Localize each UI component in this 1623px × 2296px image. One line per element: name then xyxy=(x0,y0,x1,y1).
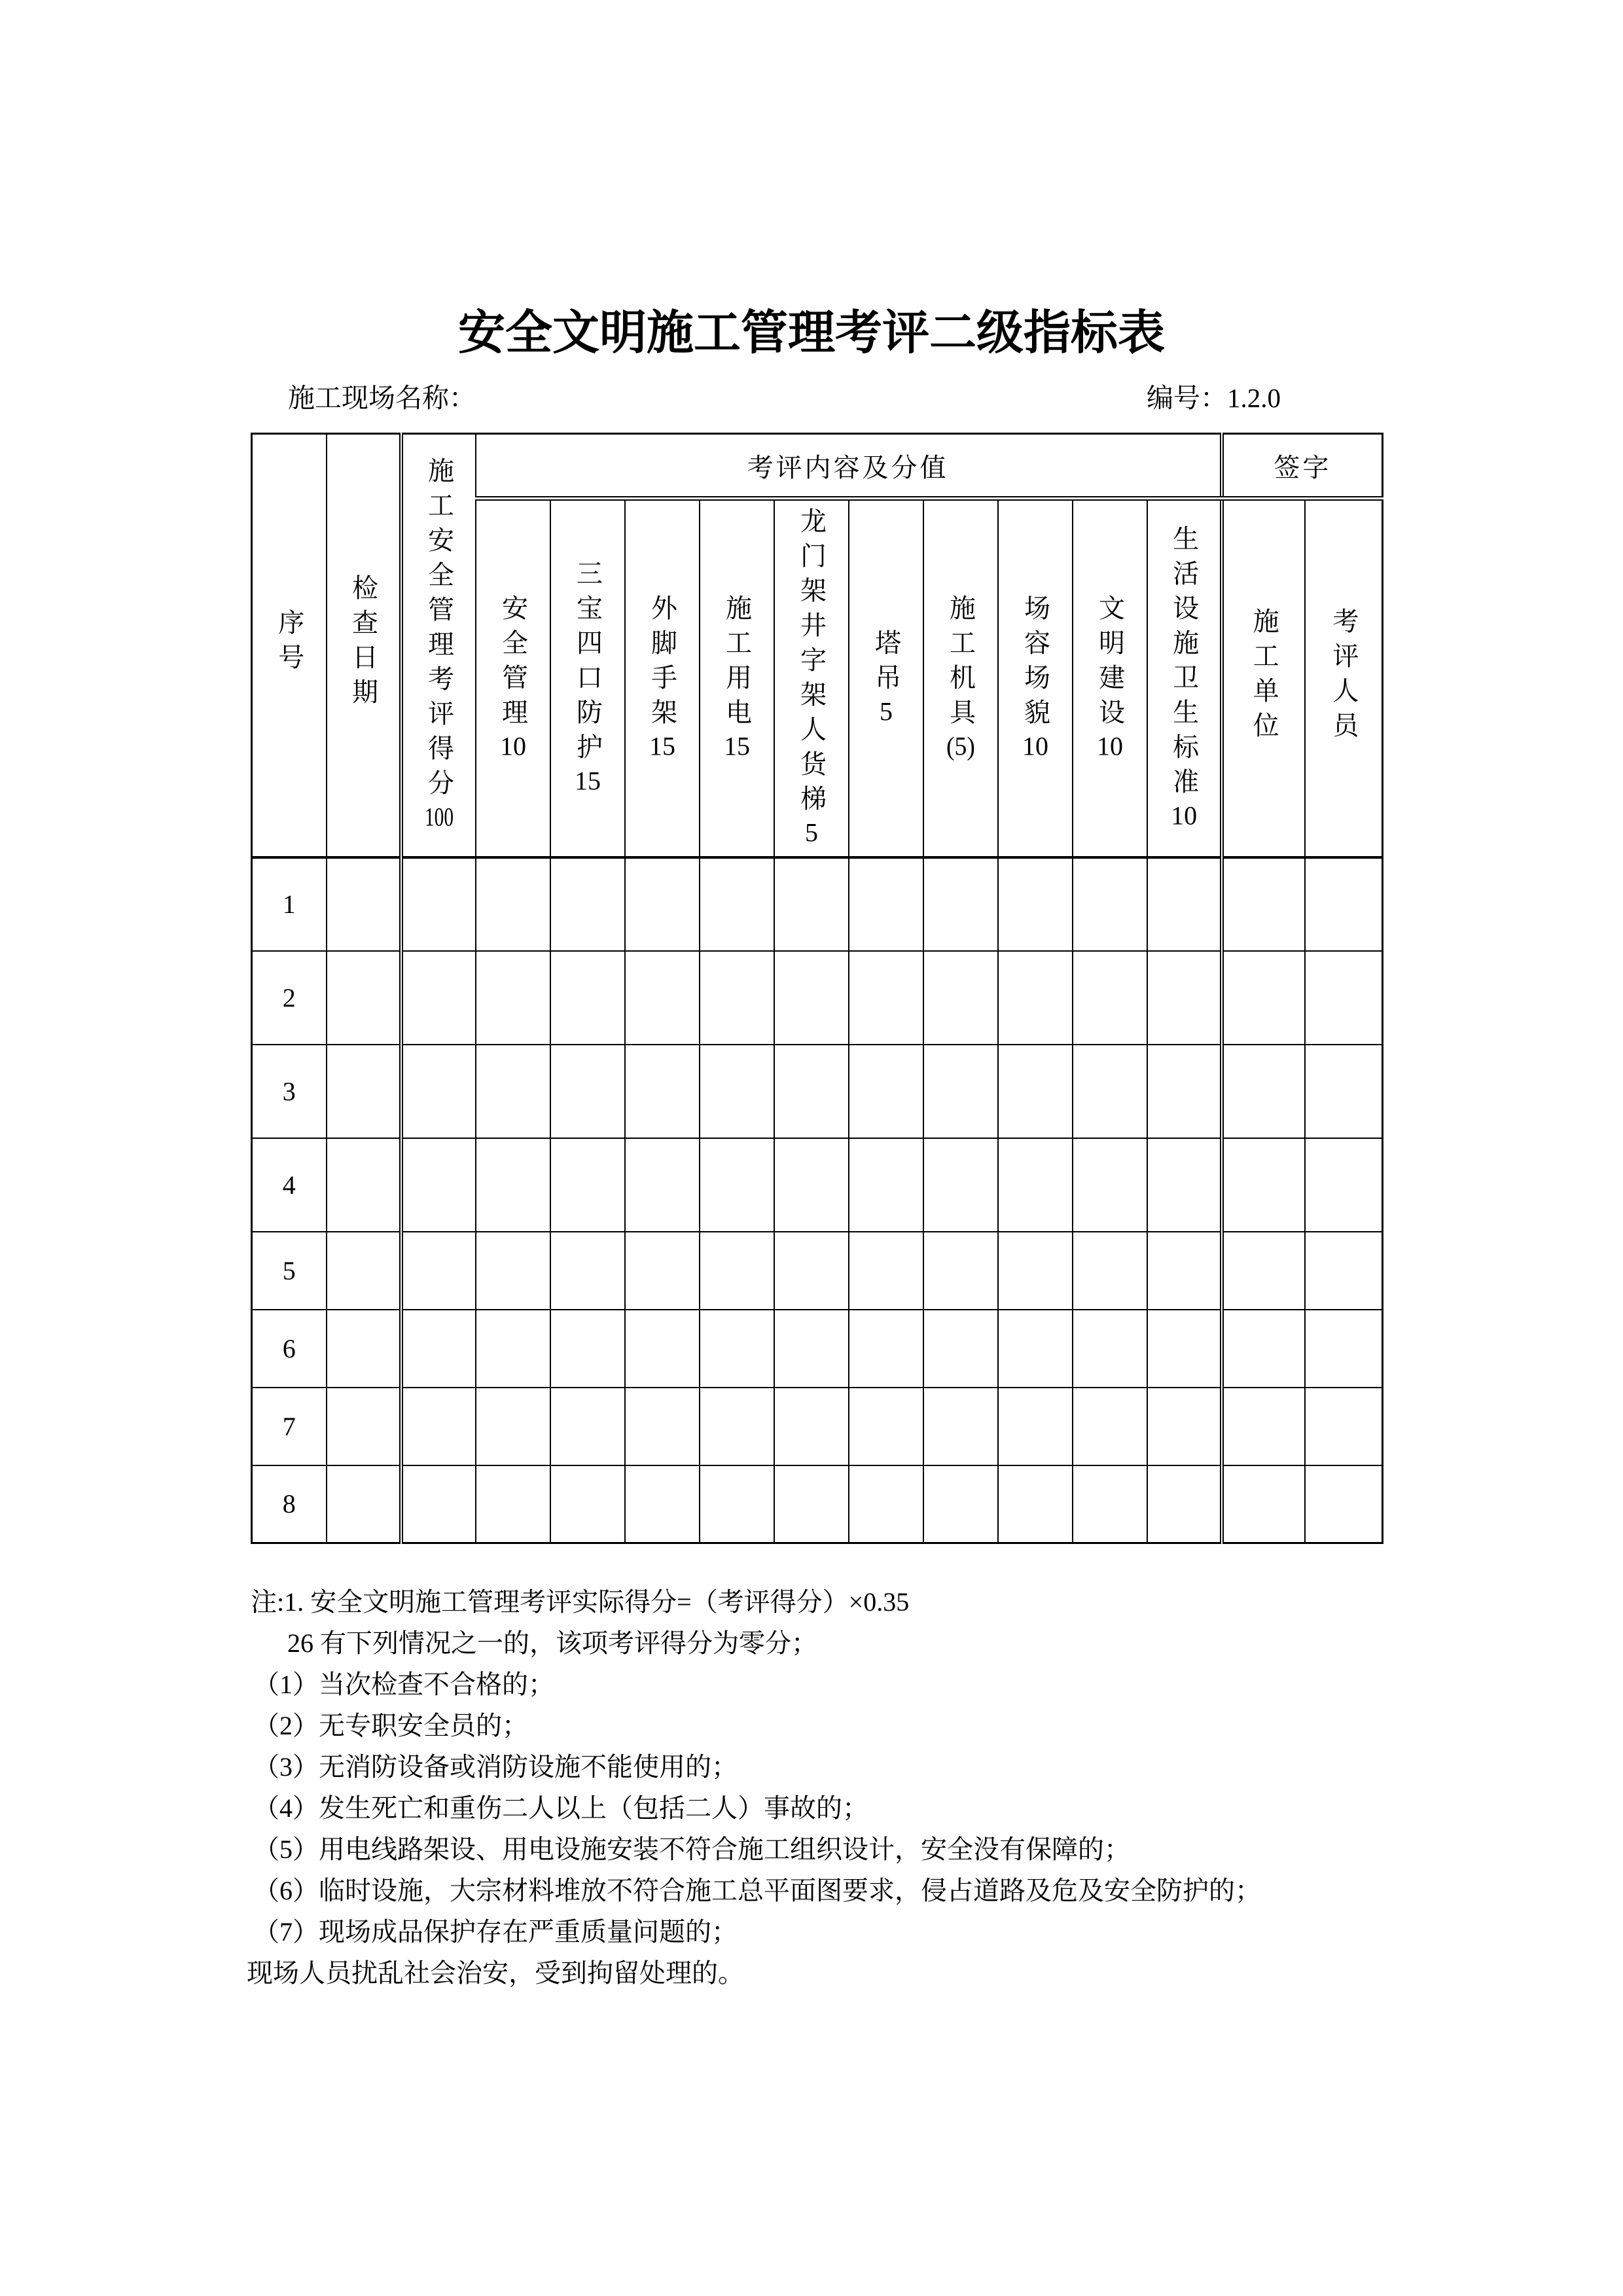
page-title: 安全文明施工管理考评二级指标表 xyxy=(457,307,1165,359)
empty-cell xyxy=(1305,1045,1383,1138)
empty-cell xyxy=(774,1232,849,1310)
empty-cell xyxy=(401,1045,476,1138)
empty-cell xyxy=(550,1045,625,1138)
code-label: 编号： xyxy=(1147,383,1227,413)
table-row xyxy=(252,1465,1383,1543)
empty-cell xyxy=(476,1465,550,1543)
row-number: 4 xyxy=(252,1138,327,1232)
table-row xyxy=(252,1045,1383,1138)
empty-cell xyxy=(401,857,476,951)
note-item: （2）无专职安全员的； xyxy=(253,1711,528,1740)
empty-cell xyxy=(1147,1465,1222,1543)
empty-cell xyxy=(849,1465,923,1543)
empty-cell xyxy=(1073,951,1147,1045)
empty-cell xyxy=(550,1388,625,1465)
empty-cell xyxy=(774,1045,849,1138)
empty-cell xyxy=(1222,1310,1305,1388)
empty-cell xyxy=(1222,1388,1305,1465)
empty-cell xyxy=(327,951,401,1045)
header-three-treasures-four-openings: 三宝四口防护15 xyxy=(550,499,625,857)
header-inspection-date: 检查日期 xyxy=(327,434,401,857)
table-row xyxy=(252,1232,1383,1310)
empty-cell xyxy=(849,1045,923,1138)
empty-cell xyxy=(923,1310,998,1388)
note-item: （3）无消防设备或消防设施不能使用的； xyxy=(253,1752,738,1782)
empty-cell xyxy=(476,1045,550,1138)
header-construction-electricity: 施工用电15 xyxy=(700,499,774,857)
note-item: （5）用电线路架设、用电设施安装不符合施工组织设计，安全没有保障的； xyxy=(253,1835,1130,1864)
empty-cell xyxy=(1147,1232,1222,1310)
empty-cell xyxy=(700,1465,774,1543)
empty-cell xyxy=(849,1232,923,1310)
empty-cell xyxy=(774,1388,849,1465)
assessment-table xyxy=(251,433,1383,1544)
note-item: （1）当次检查不合格的； xyxy=(253,1670,554,1699)
empty-cell xyxy=(625,951,700,1045)
empty-cell xyxy=(923,1232,998,1310)
empty-cell xyxy=(1073,1045,1147,1138)
header-group-sign: 签字 xyxy=(1222,434,1383,499)
empty-cell xyxy=(1147,857,1222,951)
empty-cell xyxy=(327,857,401,951)
empty-cell xyxy=(550,951,625,1045)
header-sign-assessor: 考评人员 xyxy=(1305,499,1383,857)
empty-cell xyxy=(700,1388,774,1465)
empty-cell xyxy=(849,1310,923,1388)
empty-cell xyxy=(1305,1465,1383,1543)
header-gantry-well-frame-hoist: 龙门架井字架人货梯5 xyxy=(774,499,849,857)
table-row xyxy=(252,1310,1383,1388)
empty-cell xyxy=(1147,1045,1222,1138)
empty-cell xyxy=(550,1232,625,1310)
table-row xyxy=(252,951,1383,1045)
empty-cell xyxy=(625,1388,700,1465)
empty-cell xyxy=(923,1045,998,1138)
empty-cell xyxy=(998,1138,1073,1232)
empty-cell xyxy=(327,1138,401,1232)
header-tower-crane: 塔吊5 xyxy=(849,499,923,857)
header-site-appearance: 场容场貌10 xyxy=(998,499,1073,857)
note-tail: 现场人员扰乱社会治安，受到拘留处理的。 xyxy=(247,1958,744,1988)
empty-cell xyxy=(774,1138,849,1232)
empty-cell xyxy=(849,857,923,951)
code-field xyxy=(1147,384,1281,413)
empty-cell xyxy=(998,857,1073,951)
empty-cell xyxy=(401,1465,476,1543)
empty-cell xyxy=(625,1310,700,1388)
empty-cell xyxy=(774,857,849,951)
empty-cell xyxy=(476,1388,550,1465)
empty-cell xyxy=(774,1310,849,1388)
row-number: 3 xyxy=(252,1045,327,1138)
empty-cell xyxy=(550,1138,625,1232)
empty-cell xyxy=(1305,1388,1383,1465)
empty-cell xyxy=(1147,1310,1222,1388)
note-item: （7）现场成品保护存在严重质量问题的； xyxy=(253,1917,738,1946)
empty-cell xyxy=(625,1465,700,1543)
table-row xyxy=(252,1138,1383,1232)
empty-cell xyxy=(700,1138,774,1232)
empty-cell xyxy=(1147,1388,1222,1465)
empty-cell xyxy=(1073,1232,1147,1310)
empty-cell xyxy=(1073,1388,1147,1465)
empty-cell xyxy=(700,857,774,951)
empty-cell xyxy=(923,1465,998,1543)
empty-cell xyxy=(550,1310,625,1388)
empty-cell xyxy=(1222,857,1305,951)
empty-cell xyxy=(327,1388,401,1465)
empty-cell xyxy=(998,1045,1073,1138)
meta-row xyxy=(0,384,1623,423)
header-group-content: 考评内容及分值 xyxy=(476,434,1222,499)
empty-cell xyxy=(1073,1465,1147,1543)
empty-cell xyxy=(550,857,625,951)
header-living-facilities-hygiene: 生活设施卫生标准10 xyxy=(1147,499,1222,857)
note-line-1: 注:1. 安全文明施工管理考评实际得分=（考评得分）×0.35 xyxy=(251,1587,910,1617)
empty-cell xyxy=(998,951,1073,1045)
empty-cell xyxy=(923,1138,998,1232)
row-number: 6 xyxy=(252,1310,327,1388)
empty-cell xyxy=(1222,951,1305,1045)
empty-cell xyxy=(625,857,700,951)
header-civilized-construction: 文明建设10 xyxy=(1073,499,1147,857)
header-safety-management: 安全管理10 xyxy=(476,499,550,857)
empty-cell xyxy=(476,1232,550,1310)
empty-cell xyxy=(401,1310,476,1388)
empty-cell xyxy=(327,1465,401,1543)
note-item: （6）临时设施，大宗材料堆放不符合施工总平面图要求，侵占道路及危及安全防护的； xyxy=(253,1876,1261,1905)
empty-cell xyxy=(849,951,923,1045)
empty-cell xyxy=(476,1310,550,1388)
empty-cell xyxy=(476,1138,550,1232)
empty-cell xyxy=(401,1232,476,1310)
empty-cell xyxy=(998,1465,1073,1543)
empty-cell xyxy=(476,857,550,951)
empty-cell xyxy=(923,1388,998,1465)
empty-cell xyxy=(700,1310,774,1388)
empty-cell xyxy=(625,1232,700,1310)
empty-cell xyxy=(550,1465,625,1543)
empty-cell xyxy=(774,951,849,1045)
empty-cell xyxy=(1222,1045,1305,1138)
header-serial-number: 序号 xyxy=(252,434,327,857)
empty-cell xyxy=(1073,1138,1147,1232)
empty-cell xyxy=(849,1388,923,1465)
code-value: 1.2.0 xyxy=(1227,383,1281,413)
note-item: （4）发生死亡和重伤二人以上（包括二人）事故的； xyxy=(253,1793,868,1823)
notes-block xyxy=(247,1581,1261,1994)
empty-cell xyxy=(1073,857,1147,951)
empty-cell xyxy=(401,951,476,1045)
empty-cell xyxy=(625,1138,700,1232)
empty-cell xyxy=(1222,1138,1305,1232)
empty-cell xyxy=(774,1465,849,1543)
table-row xyxy=(252,857,1383,951)
empty-cell xyxy=(1305,857,1383,951)
empty-cell xyxy=(1222,1465,1305,1543)
empty-cell xyxy=(1305,1310,1383,1388)
empty-cell xyxy=(1222,1232,1305,1310)
empty-cell xyxy=(1147,951,1222,1045)
empty-cell xyxy=(1305,1232,1383,1310)
empty-cell xyxy=(1305,1138,1383,1232)
empty-cell xyxy=(327,1310,401,1388)
empty-cell xyxy=(327,1232,401,1310)
header-external-scaffolding: 外脚手架15 xyxy=(625,499,700,857)
row-number: 1 xyxy=(252,857,327,951)
header-sign-construction-unit: 施工单位 xyxy=(1222,499,1305,857)
empty-cell xyxy=(625,1045,700,1138)
empty-cell xyxy=(849,1138,923,1232)
empty-cell xyxy=(1147,1138,1222,1232)
note-line-2: 26 有下列情况之一的，该项考评得分为零分； xyxy=(287,1628,817,1658)
empty-cell xyxy=(476,951,550,1045)
empty-cell xyxy=(700,951,774,1045)
row-number: 2 xyxy=(252,951,327,1045)
header-construction-machinery: 施工机具(5) xyxy=(923,499,998,857)
empty-cell xyxy=(401,1138,476,1232)
table-row xyxy=(252,1388,1383,1465)
empty-cell xyxy=(327,1045,401,1138)
empty-cell xyxy=(998,1388,1073,1465)
header-total-score: 施工安全管理考评得分100 xyxy=(401,434,476,857)
empty-cell xyxy=(1073,1310,1147,1388)
site-name-label: 施工现场名称： xyxy=(288,383,476,413)
empty-cell xyxy=(998,1232,1073,1310)
empty-cell xyxy=(998,1310,1073,1388)
row-number: 7 xyxy=(252,1388,327,1465)
row-number: 8 xyxy=(252,1465,327,1543)
empty-cell xyxy=(1305,951,1383,1045)
empty-cell xyxy=(700,1232,774,1310)
empty-cell xyxy=(700,1045,774,1138)
empty-cell xyxy=(923,857,998,951)
row-number: 5 xyxy=(252,1232,327,1310)
empty-cell xyxy=(923,951,998,1045)
empty-cell xyxy=(401,1388,476,1465)
